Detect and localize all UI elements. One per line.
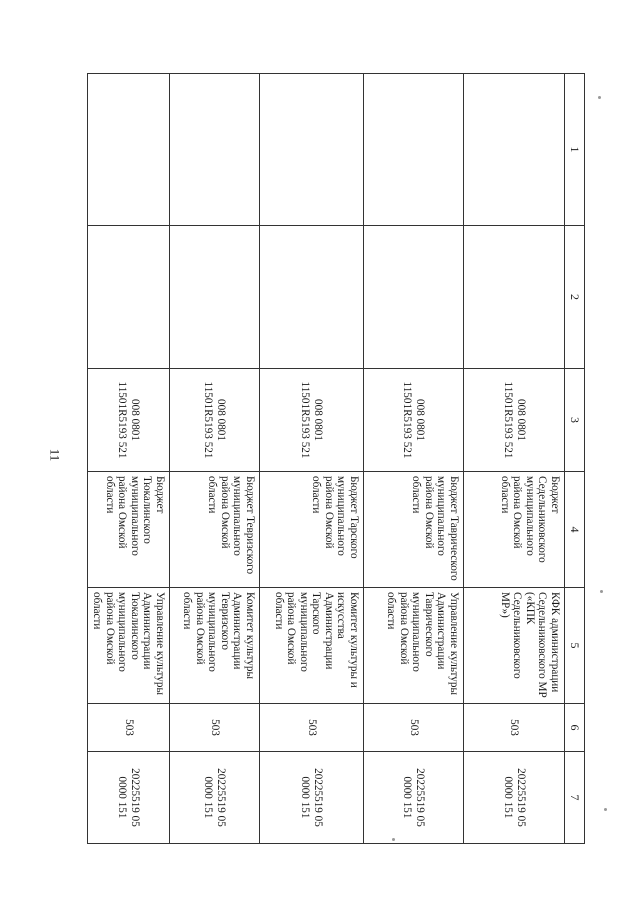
- cell-code: 008 0801 11501R5193 521: [260, 369, 364, 472]
- cell-budget: Бюджет Тевризского муниципального района Омской области: [170, 472, 260, 588]
- cell-col1: [260, 74, 364, 226]
- column-header: 5: [565, 588, 585, 704]
- column-header: 6: [565, 704, 585, 752]
- column-header: 2: [565, 226, 585, 369]
- cell-income-code: 20225519 05 0000 151: [364, 752, 464, 844]
- cell-income-code: 20225519 05 0000 151: [464, 752, 565, 844]
- scan-speck: [604, 808, 607, 811]
- table-row: [87, 74, 169, 844]
- cell-budget: Бюджет Тюкалинского муниципального района Омской области: [87, 472, 169, 588]
- cell-code: 008 0801 11501R5193 521: [87, 369, 169, 472]
- cell-code: 008 0801 11501R5193 521: [464, 369, 565, 472]
- table-row: [364, 74, 464, 844]
- table-row: [464, 74, 565, 844]
- cell-col2: [464, 226, 565, 369]
- cell-code: 008 0801 11501R5193 521: [364, 369, 464, 472]
- table-row: [260, 74, 364, 844]
- column-header: 1: [565, 74, 585, 226]
- cell-income-code: 20225519 05 0000 151: [260, 752, 364, 844]
- cell-section: 503: [464, 704, 565, 752]
- cell-code: 008 0801 11501R5193 521: [170, 369, 260, 472]
- column-header: 4: [565, 472, 585, 588]
- cell-income-code: 20225519 05 0000 151: [87, 752, 169, 844]
- table-row: [170, 74, 260, 844]
- scan-speck: [598, 96, 601, 99]
- cell-income-code: 20225519 05 0000 151: [170, 752, 260, 844]
- cell-recipient: Комитет культуры и искусства Администрации Тарского муниципального района Омской области: [260, 588, 364, 704]
- cell-budget: Бюджет Седельниковского муниципального района Омской области: [464, 472, 565, 588]
- budget-table: [87, 73, 585, 844]
- cell-col1: [364, 74, 464, 226]
- cell-section: 503: [170, 704, 260, 752]
- cell-budget: Бюджет Тарского муниципального района Омской области: [260, 472, 364, 588]
- cell-col2: [364, 226, 464, 369]
- table-header-row: [565, 74, 585, 844]
- cell-budget: Бюджет Таврического муниципального района Омской области: [364, 472, 464, 588]
- cell-col1: [87, 74, 169, 226]
- scan-speck: [392, 838, 395, 841]
- scan-speck: [600, 590, 603, 593]
- cell-col1: [464, 74, 565, 226]
- cell-recipient: Управление культуры Администрации Тюкалинского муниципального района Омской области: [87, 588, 169, 704]
- cell-section: 503: [364, 704, 464, 752]
- cell-section: 503: [87, 704, 169, 752]
- cell-section: 503: [260, 704, 364, 752]
- cell-recipient: КФК администрации Седельниковского МР («КПК Седельниковского МР»): [464, 588, 565, 704]
- column-header: 3: [565, 369, 585, 472]
- cell-recipient: Комитет культуры Администрации Тевризского муниципального района Омской области: [170, 588, 260, 704]
- cell-col2: [170, 226, 260, 369]
- rotated-table-container: [91, 73, 585, 843]
- page-number: 11: [47, 448, 63, 462]
- cell-recipient: Управление культуры Администрации Таврического муниципального района Омской области: [364, 588, 464, 704]
- cell-col2: [87, 226, 169, 369]
- cell-col2: [260, 226, 364, 369]
- column-header: 7: [565, 752, 585, 844]
- cell-col1: [170, 74, 260, 226]
